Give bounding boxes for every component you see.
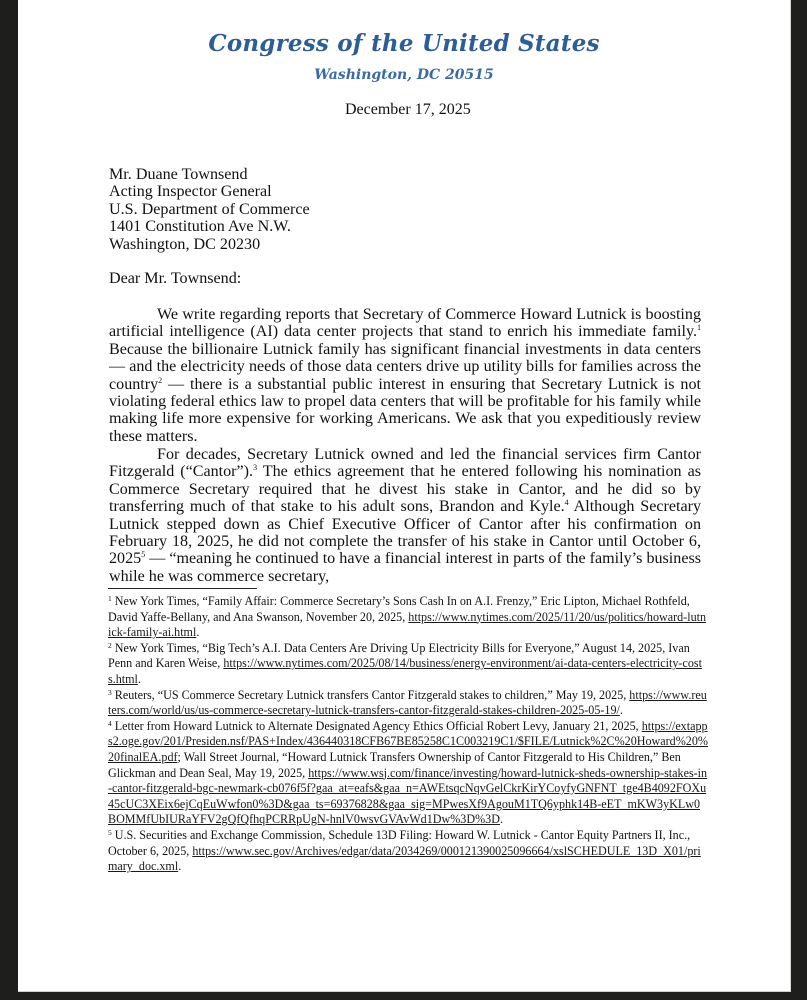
addressee-block <box>109 166 310 253</box>
letter-page <box>18 0 791 992</box>
body-paragraph <box>109 446 701 585</box>
footnote-number: 3 <box>108 687 112 697</box>
text-run: U.S. Securities and Exchange Commission, Schedule 13D Filing: Howard W. Lutnick - Cantor Equity Partners II, Inc., October 6, 2025, <box>108 827 691 858</box>
text-run: Because the billionaire Lutnick family has significant financial investments in data centers — and the electricity needs of those data centers drive up utility bills for families across the country <box>109 340 701 393</box>
footnote-reference: 3 <box>253 463 258 473</box>
text-run: . <box>178 859 182 874</box>
footnote-reference: 1 <box>697 323 701 333</box>
addressee-line: 1401 Constitution Ave N.W. <box>109 218 291 236</box>
text-run: ; Wall Street Journal, “Howard Lutnick Transfers Ownership of Cantor Fitzgerald to His Children,” Ben Glickman and Dean Seal, May 19, 2025, <box>108 749 681 780</box>
footnote <box>108 688 708 719</box>
text-run: New York Times, “Big Tech’s A.I. Data Centers Are Driving Up Electricity Bills for Everyone,” August 14, 2025, Ivan Penn and Karen Weise, <box>108 640 690 671</box>
text-run: New York Times, “Family Affair: Commerce Secretary’s Sons Cash In on A.I. Frenzy,” Eric Lipton, Michael Rothfeld, David Yaffe-Bellany, and Ana Swanson, November 20, 2025, <box>108 594 690 624</box>
footnote-link[interactable]: https://www.reuters.com/world/us/us-commerce-secretary-lutnick-transfers-cantor-fitzgerald-stakes-children-2025-05-19/ <box>108 687 707 718</box>
footnote <box>108 828 708 875</box>
text-run: We write regarding reports that Secretary of Commerce Howard Lutnick is boosting artificial intelligence (AI) data center projects that stand to enrich his immediate family. <box>109 306 701 341</box>
footnote-number: 4 <box>108 718 112 728</box>
footnote-number: 2 <box>108 640 112 650</box>
text-run: The ethics agreement that he entered following his nomination as Commerce Secretary required that he divest his stake in Cantor, and he did so by transferring much of that stake to his adult sons, Brandon and Kyle. <box>109 463 701 516</box>
footnote-reference: 5 <box>141 550 146 560</box>
footnote <box>108 719 708 828</box>
footnotes-section <box>108 594 708 875</box>
text-run: . <box>619 703 623 718</box>
text-run: For decades, Secretary Lutnick owned and led the financial services firm Cantor Fitzgerald (“Cantor”). <box>109 446 701 481</box>
footnote-link[interactable]: https://www.nytimes.com/2025/11/20/us/politics/howard-lutnick-family-ai.html <box>108 609 707 640</box>
footnote <box>108 594 708 641</box>
text-run: — “meaning he continued to have a financial interest in parts of the family’s business while he was commerce secretary, <box>109 550 701 585</box>
footnote-divider <box>108 588 257 589</box>
footnote-reference: 4 <box>564 498 569 508</box>
text-run: . <box>196 625 200 640</box>
addressee-line: Acting Inspector General <box>109 183 272 201</box>
addressee-line: U.S. Department of Commerce <box>109 200 310 218</box>
letterhead-address: Washington, DC 20515 <box>314 67 494 83</box>
footnote-link[interactable]: https://www.nytimes.com/2025/08/14/business/energy-environment/ai-data-centers-electricity-costs.html <box>108 656 702 686</box>
footnote <box>108 641 708 688</box>
letterhead-title: Congress of the United States <box>208 30 600 57</box>
letter-date: December 17, 2025 <box>345 101 471 118</box>
footnote-link[interactable]: https://www.sec.gov/Archives/edgar/data/2034269/000121390025096664/xslSCHEDULE_13D_X01/primary_doc.xml <box>108 843 701 874</box>
text-run: Reuters, “US Commerce Secretary Lutnick transfers Cantor Fitzgerald stakes to children,” May 19, 2025, <box>111 687 630 702</box>
text-run: — there is a substantial public interest in ensuring that Secretary Lutnick is not violating federal ethics law to propel data centers that will be profitable for his family while making life more expensive for working Americans. We ask that you expeditiously review these matters. <box>109 375 701 445</box>
footnote-link[interactable]: https://www.wsj.com/finance/investing/howard-lutnick-sheds-ownership-stakes-in-cantor-fitzgerald-bgc-newmark-cb076f5f?gaa_at=eafs&gaa_n=AWEtsqcNqvGelCkrKirYCoyfyGNFNT_tge4B4092FOXu45cUC3XEix6ejCqEuWwfon0%3D&gaa_ts=69376828&gaa_sig=MPwesXf9AgouM1TQ6yphk14B-eET_mKW3yKLw0BOMMfUbIURaYFV2gQfQfhqPCRRpUgN-hnlV0wsvGVAvWd1Dw%3D%3D <box>108 765 708 827</box>
addressee-line: Mr. Duane Townsend <box>109 166 248 183</box>
salutation: Dear Mr. Townsend: <box>109 270 242 287</box>
footnote-link[interactable]: https://extapps2.oge.gov/201/Presiden.nsf/PAS+Index/436440318CFB67BE85258C1C003219C1/$FILE/Lutnick%2C%20Howard%20%20finalEA.pdf <box>108 718 708 764</box>
text-run: . <box>499 812 503 827</box>
text-run: . <box>137 671 141 686</box>
text-run: Although Secretary Lutnick stepped down as Chief Executive Officer of Cantor after his confirmation on February 18, 2025, he did not complete the transfer of his stake in Cantor until October 6, 2025 <box>109 498 702 568</box>
text-run: Letter from Howard Lutnick to Alternate Designated Agency Ethics Official Robert Levy, January 21, 2025, <box>111 718 642 733</box>
body-paragraph <box>109 306 701 445</box>
footnote-reference: 2 <box>158 375 163 385</box>
footnote-number: 5 <box>108 827 112 837</box>
footnote-number: 1 <box>108 594 112 603</box>
addressee-line: Washington, DC 20230 <box>109 235 261 253</box>
